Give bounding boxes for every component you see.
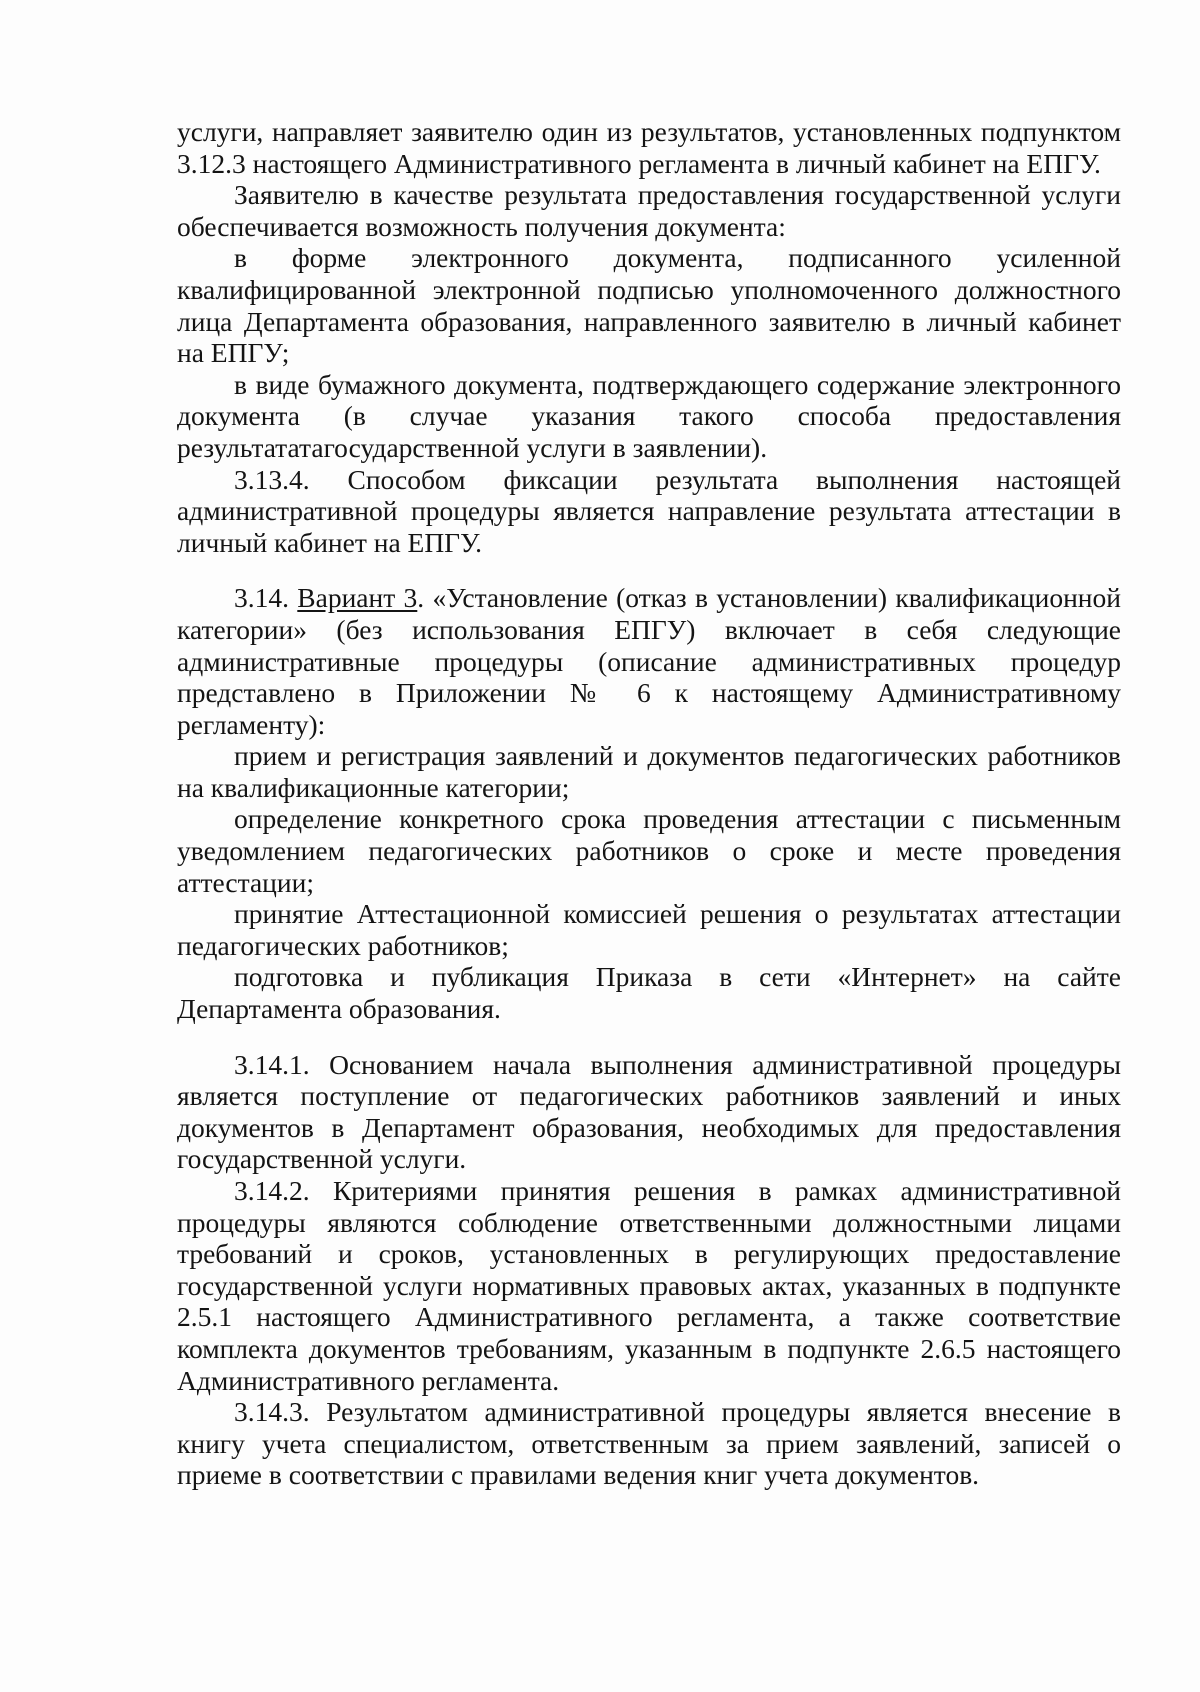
procedure-item-schedule: определение конкретного срока проведения аттестации с письменным уведомлением педагогических работников о сроке и месте проведения аттестации; xyxy=(177,803,1121,898)
paragraph-3-14-1: 3.14.1. Основанием начала выполнения административной процедуры является поступление от педагогических работников заявлений и иных документов в Департамент образования, необходимых для предоставления государственной услуги. xyxy=(177,1048,1121,1175)
paragraph-result-options: Заявителю в качестве результата предоставления государственной услуги обеспечивается возможность получения документа: xyxy=(177,179,1121,242)
procedure-item-reception: прием и регистрация заявлений и документов педагогических работников на квалификационные категории; xyxy=(177,740,1121,803)
procedure-item-publication: подготовка и публикация Приказа в сети «Интернет» на сайте Департамента образования. xyxy=(177,961,1121,1025)
paragraph-3-14-2: 3.14.2. Критериями принятия решения в рамках административной процедуры являются соблюдение ответственными должностными лицами требований и сроков, установленных в регулирующих предоставление государственной услуги нормативных правовых актах, указанных в подпункте 2.5.1 настоящего Административного регламента, а также соответствие комплекта документов требованиям, указанным в подпункте 2.6.5 настоящего Административного регламента. xyxy=(177,1175,1121,1396)
section-text: . «Установление (отказ в установлении) квалификационной категории» (без использования ЕПГУ) включает в себя следующие административные процедуры (описание административных процедур представлено в Приложении № 6 к настоящему Административному регламенту): xyxy=(177,582,1121,740)
document-body xyxy=(177,116,1121,1491)
variant-3-link: Вариант 3 xyxy=(297,582,418,614)
paragraph-electronic-document: в форме электронного документа, подписанного усиленной квалифицированной электронной подписью уполномоченного должностного лица Департамента образования, направленного заявителю в личный кабинет на ЕПГУ; xyxy=(177,242,1121,369)
paragraph-3-14 xyxy=(177,582,1121,740)
procedure-item-decision: принятие Аттестационной комиссией решения о результатах аттестации педагогических работников; xyxy=(177,898,1121,961)
paragraph-3-14-3: 3.14.3. Результатом административной процедуры является внесение в книгу учета специалистом, ответственным за прием заявлений, записей о приеме в соответствии с правилами ведения книг учета документов. xyxy=(177,1396,1121,1491)
paragraph-3-13-4: 3.13.4. Способом фиксации результата выполнения настоящей административной процедуры является направление результата аттестации в личный кабинет на ЕПГУ. xyxy=(177,463,1121,558)
paragraph-continuation: услуги, направляет заявителю один из результатов, установленных подпунктом 3.12.3 настоящего Административного регламента в личный кабинет на ЕПГУ. xyxy=(177,116,1121,179)
paragraph-paper-document: в виде бумажного документа, подтверждающего содержание электронного документа (в случае указания такого способа предоставления результататагосударственной услуги в заявлении). xyxy=(177,368,1121,463)
section-number: 3.14. xyxy=(234,582,298,614)
